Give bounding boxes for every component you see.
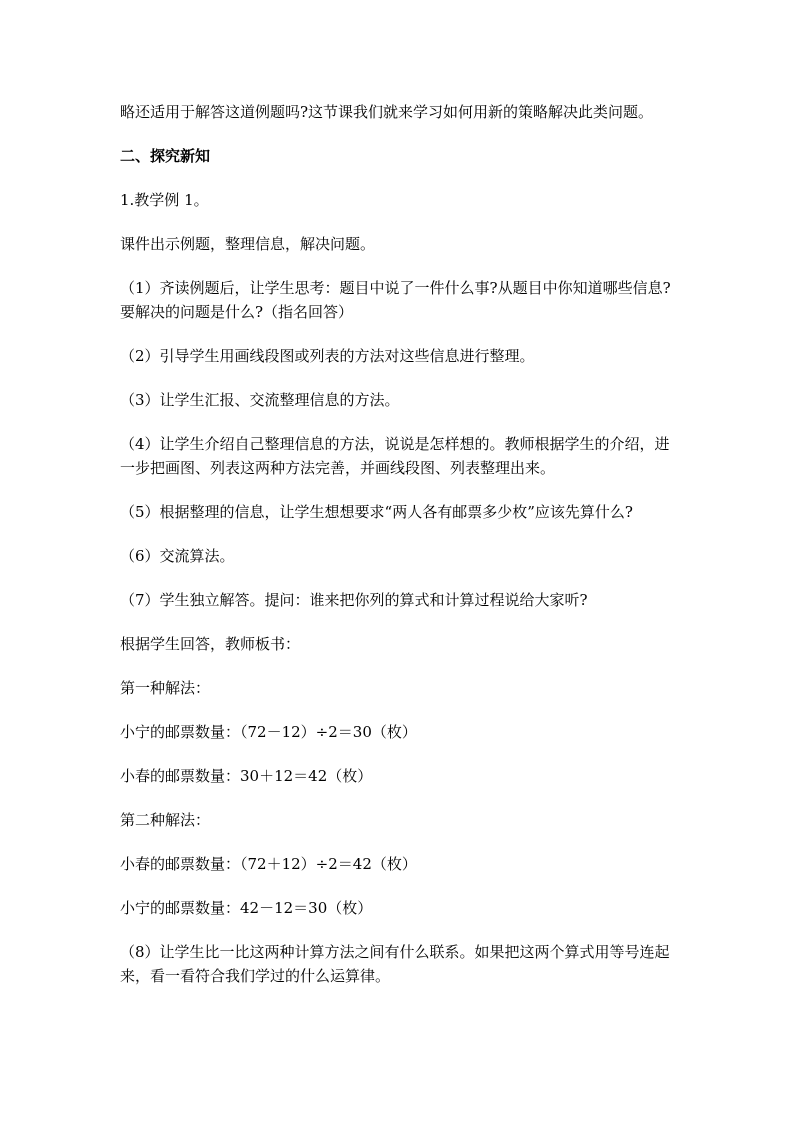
paragraph-intro: 略还适用于解答这道例题吗?这节课我们就来学习如何用新的策略解决此类问题。	[120, 103, 654, 121]
paragraph-courseware: 课件出示例题，整理信息，解决问题。	[120, 235, 376, 253]
paragraph-step-5: （5）根据整理的信息，让学生想想要求“两人各有邮票多少枚”应该先算什么?	[120, 503, 633, 521]
paragraph-method-1-line-2: 小春的邮票数量：30＋12＝42（枚）	[120, 767, 373, 785]
paragraph-step-7: （7）学生独立解答。提问：谁来把你列的算式和计算过程说给大家听?	[120, 591, 588, 609]
paragraph-step-3: （3）让学生汇报、交流整理信息的方法。	[120, 391, 400, 409]
section-heading: 二、探究新知	[120, 147, 211, 165]
document-body	[120, 100, 680, 1008]
paragraph-step-1: （1）齐读例题后，让学生思考：题目中说了一件什么事?从题目中你知道哪些信息?要解决的问题是什么?（指名回答）	[120, 279, 671, 321]
paragraph-step-2: （2）引导学生用画线段图或列表的方法对这些信息进行整理。	[120, 347, 535, 365]
paragraph-method-1-line-1: 小宁的邮票数量：（72－12）÷2＝30（枚）	[120, 723, 417, 741]
paragraph-method-2-line-1: 小春的邮票数量：（72＋12）÷2＝42（枚）	[120, 855, 417, 873]
paragraph-method-2-line-2: 小宁的邮票数量：42－12＝30（枚）	[120, 899, 373, 917]
paragraph-method-2-title: 第二种解法：	[120, 811, 211, 829]
paragraph-example-title: 1.教学例 1。	[120, 191, 209, 209]
paragraph-board-writing: 根据学生回答，教师板书：	[120, 635, 301, 653]
paragraph-step-8: （8）让学生比一比这两种计算方法之间有什么联系。如果把这两个算式用等号连起来，看一看符合我们学过的什么运算律。	[120, 943, 670, 985]
paragraph-step-4: （4）让学生介绍自己整理信息的方法，说说是怎样想的。教师根据学生的介绍，进一步把画图、列表这两种方法完善，并画线段图、列表整理出来。	[120, 435, 670, 477]
paragraph-method-1-title: 第一种解法：	[120, 679, 211, 697]
paragraph-step-6: （6）交流算法。	[120, 547, 235, 565]
